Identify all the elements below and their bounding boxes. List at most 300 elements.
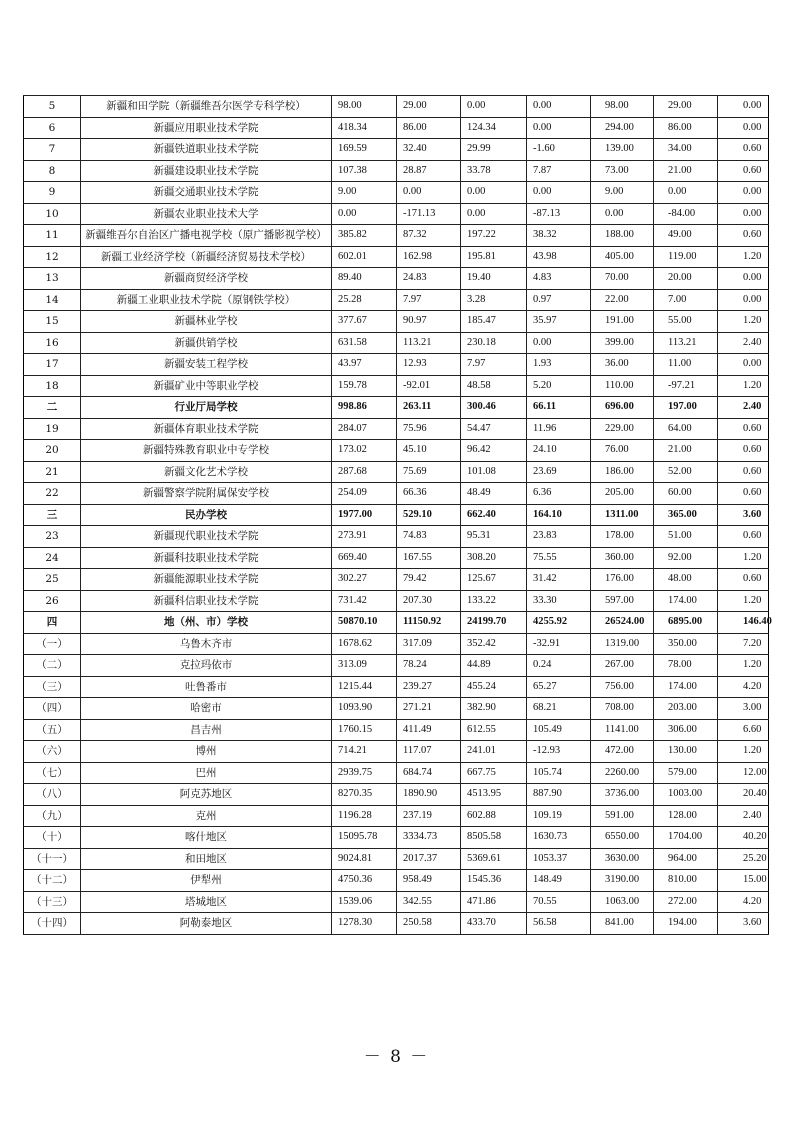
amount-cell-col-4: 164.10 — [527, 504, 591, 526]
amount-cell-col-5: 139.00 — [591, 139, 654, 161]
amount-cell-col-5: 22.00 — [591, 289, 654, 311]
school-name-cell: 民办学校 — [81, 504, 332, 526]
amount-cell-col-4: 24.10 — [527, 440, 591, 462]
school-name-cell: 阿勒泰地区 — [81, 913, 332, 935]
amount-cell-col-1: 1215.44 — [332, 676, 397, 698]
table-row — [24, 139, 769, 161]
amount-cell-col-4: 11.96 — [527, 418, 591, 440]
amount-cell-col-5: 696.00 — [591, 397, 654, 419]
row-number-cell: 三 — [24, 504, 81, 526]
amount-cell-col-2: 2017.37 — [397, 848, 461, 870]
amount-cell-col-3: 352.42 — [461, 633, 527, 655]
amount-cell-col-1: 4750.36 — [332, 870, 397, 892]
amount-cell-col-6: 119.00 — [654, 246, 718, 268]
table-row — [24, 203, 769, 225]
school-name-cell: 伊犁州 — [81, 870, 332, 892]
row-number-cell: 24 — [24, 547, 81, 569]
amount-cell-col-6: 0.00 — [654, 182, 718, 204]
amount-cell-col-7: 0.00 — [718, 289, 769, 311]
school-name-cell: 新疆工业经济学校（新疆经济贸易技术学校） — [81, 246, 332, 268]
amount-cell-col-5: 36.00 — [591, 354, 654, 376]
table-row — [24, 676, 769, 698]
school-name-cell: 新疆科技职业技术学院 — [81, 547, 332, 569]
table-row — [24, 483, 769, 505]
table-row — [24, 332, 769, 354]
amount-cell-col-3: 241.01 — [461, 741, 527, 763]
amount-cell-col-7: 0.60 — [718, 569, 769, 591]
amount-cell-col-6: 51.00 — [654, 526, 718, 548]
amount-cell-col-4: 70.55 — [527, 891, 591, 913]
amount-cell-col-7: 0.60 — [718, 461, 769, 483]
amount-cell-col-3: 29.99 — [461, 139, 527, 161]
amount-cell-col-4: 1053.37 — [527, 848, 591, 870]
amount-cell-col-2: 167.55 — [397, 547, 461, 569]
amount-cell-col-6: 55.00 — [654, 311, 718, 333]
amount-cell-col-5: 26524.00 — [591, 612, 654, 634]
amount-cell-col-3: 667.75 — [461, 762, 527, 784]
table-row — [24, 440, 769, 462]
school-name-cell: 哈密市 — [81, 698, 332, 720]
amount-cell-col-6: 60.00 — [654, 483, 718, 505]
school-name-cell: 新疆体育职业技术学院 — [81, 418, 332, 440]
amount-cell-col-6: 194.00 — [654, 913, 718, 935]
amount-cell-col-3: 662.40 — [461, 504, 527, 526]
table-row — [24, 569, 769, 591]
amount-cell-col-2: -92.01 — [397, 375, 461, 397]
amount-cell-col-7: 20.40 — [718, 784, 769, 806]
school-name-cell: 昌吉州 — [81, 719, 332, 741]
school-name-cell: 新疆安装工程学校 — [81, 354, 332, 376]
amount-cell-col-3: 124.34 — [461, 117, 527, 139]
amount-cell-col-2: 45.10 — [397, 440, 461, 462]
amount-cell-col-7: 12.00 — [718, 762, 769, 784]
amount-cell-col-3: 133.22 — [461, 590, 527, 612]
amount-cell-col-1: 173.02 — [332, 440, 397, 462]
row-number-cell: 7 — [24, 139, 81, 161]
amount-cell-col-4: 43.98 — [527, 246, 591, 268]
amount-cell-col-2: 271.21 — [397, 698, 461, 720]
school-name-cell: 新疆警察学院附属保安学校 — [81, 483, 332, 505]
amount-cell-col-5: 756.00 — [591, 676, 654, 698]
amount-cell-col-4: 33.30 — [527, 590, 591, 612]
table-row — [24, 719, 769, 741]
amount-cell-col-5: 294.00 — [591, 117, 654, 139]
table-row — [24, 354, 769, 376]
amount-cell-col-6: 92.00 — [654, 547, 718, 569]
school-name-cell: 新疆特殊教育职业中专学校 — [81, 440, 332, 462]
amount-cell-col-6: 21.00 — [654, 440, 718, 462]
amount-cell-col-2: 86.00 — [397, 117, 461, 139]
school-name-cell: 新疆现代职业技术学院 — [81, 526, 332, 548]
amount-cell-col-6: 78.00 — [654, 655, 718, 677]
amount-cell-col-3: 433.70 — [461, 913, 527, 935]
row-number-cell: 8 — [24, 160, 81, 182]
amount-cell-col-7: 6.60 — [718, 719, 769, 741]
amount-cell-col-7: 2.40 — [718, 805, 769, 827]
row-number-cell: （十二） — [24, 870, 81, 892]
amount-cell-col-4: 35.97 — [527, 311, 591, 333]
amount-cell-col-2: 28.87 — [397, 160, 461, 182]
amount-cell-col-5: 3630.00 — [591, 848, 654, 870]
amount-cell-col-2: 263.11 — [397, 397, 461, 419]
school-name-cell: 新疆供销学校 — [81, 332, 332, 354]
amount-cell-col-1: 669.40 — [332, 547, 397, 569]
amount-cell-col-3: 300.46 — [461, 397, 527, 419]
amount-cell-col-4: -87.13 — [527, 203, 591, 225]
row-number-cell: 21 — [24, 461, 81, 483]
amount-cell-col-3: 54.47 — [461, 418, 527, 440]
amount-cell-col-6: 174.00 — [654, 590, 718, 612]
school-name-cell: 克州 — [81, 805, 332, 827]
amount-cell-col-5: 9.00 — [591, 182, 654, 204]
amount-cell-col-6: -97.21 — [654, 375, 718, 397]
amount-cell-col-7: 0.60 — [718, 225, 769, 247]
amount-cell-col-7: 0.60 — [718, 418, 769, 440]
amount-cell-col-7: 0.60 — [718, 160, 769, 182]
school-name-cell: 和田地区 — [81, 848, 332, 870]
school-name-cell: 克拉玛依市 — [81, 655, 332, 677]
amount-cell-col-5: 1141.00 — [591, 719, 654, 741]
amount-cell-col-5: 6550.00 — [591, 827, 654, 849]
amount-cell-col-2: 113.21 — [397, 332, 461, 354]
school-name-cell: 新疆文化艺术学校 — [81, 461, 332, 483]
amount-cell-col-1: 2939.75 — [332, 762, 397, 784]
amount-cell-col-7: 1.20 — [718, 246, 769, 268]
amount-cell-col-5: 229.00 — [591, 418, 654, 440]
amount-cell-col-2: 66.36 — [397, 483, 461, 505]
amount-cell-col-3: 308.20 — [461, 547, 527, 569]
school-name-cell: 乌鲁木齐市 — [81, 633, 332, 655]
school-name-cell: 地（州、市）学校 — [81, 612, 332, 634]
amount-cell-col-5: 405.00 — [591, 246, 654, 268]
row-number-cell: （十一） — [24, 848, 81, 870]
amount-cell-col-1: 9024.81 — [332, 848, 397, 870]
amount-cell-col-6: 11.00 — [654, 354, 718, 376]
amount-cell-col-1: 8270.35 — [332, 784, 397, 806]
table-row — [24, 418, 769, 440]
amount-cell-col-3: 7.97 — [461, 354, 527, 376]
amount-cell-col-5: 98.00 — [591, 96, 654, 118]
table-row — [24, 891, 769, 913]
amount-cell-col-6: 272.00 — [654, 891, 718, 913]
school-name-cell: 新疆应用职业技术学院 — [81, 117, 332, 139]
school-name-cell: 阿克苏地区 — [81, 784, 332, 806]
amount-cell-col-5: 841.00 — [591, 913, 654, 935]
amount-cell-col-6: 86.00 — [654, 117, 718, 139]
amount-cell-col-5: 186.00 — [591, 461, 654, 483]
table-row — [24, 698, 769, 720]
table-row — [24, 246, 769, 268]
row-number-cell: 二 — [24, 397, 81, 419]
table-row — [24, 375, 769, 397]
table-row — [24, 526, 769, 548]
amount-cell-col-4: 68.21 — [527, 698, 591, 720]
amount-cell-col-5: 205.00 — [591, 483, 654, 505]
amount-cell-col-5: 597.00 — [591, 590, 654, 612]
amount-cell-col-4: 105.49 — [527, 719, 591, 741]
row-number-cell: 20 — [24, 440, 81, 462]
amount-cell-col-2: 684.74 — [397, 762, 461, 784]
amount-cell-col-2: 342.55 — [397, 891, 461, 913]
amount-cell-col-5: 399.00 — [591, 332, 654, 354]
amount-cell-col-5: 176.00 — [591, 569, 654, 591]
amount-cell-col-5: 70.00 — [591, 268, 654, 290]
table-row — [24, 655, 769, 677]
amount-cell-col-1: 50870.10 — [332, 612, 397, 634]
amount-cell-col-2: 11150.92 — [397, 612, 461, 634]
amount-cell-col-7: 1.20 — [718, 311, 769, 333]
amount-cell-col-4: 0.00 — [527, 96, 591, 118]
amount-cell-col-1: 89.40 — [332, 268, 397, 290]
amount-cell-col-7: 4.20 — [718, 676, 769, 698]
table-subtotal-row — [24, 504, 769, 526]
table-row — [24, 311, 769, 333]
amount-cell-col-7: 146.40 — [718, 612, 769, 634]
amount-cell-col-5: 267.00 — [591, 655, 654, 677]
funding-table — [23, 95, 772, 935]
amount-cell-col-2: 78.24 — [397, 655, 461, 677]
table-row — [24, 741, 769, 763]
amount-cell-col-1: 631.58 — [332, 332, 397, 354]
row-number-cell: 15 — [24, 311, 81, 333]
amount-cell-col-5: 188.00 — [591, 225, 654, 247]
amount-cell-col-3: 0.00 — [461, 96, 527, 118]
amount-cell-col-1: 1760.15 — [332, 719, 397, 741]
school-name-cell: 塔城地区 — [81, 891, 332, 913]
amount-cell-col-6: 197.00 — [654, 397, 718, 419]
amount-cell-col-3: 3.28 — [461, 289, 527, 311]
amount-cell-col-4: 6.36 — [527, 483, 591, 505]
amount-cell-col-2: 0.00 — [397, 182, 461, 204]
row-number-cell: （五） — [24, 719, 81, 741]
amount-cell-col-7: 0.60 — [718, 139, 769, 161]
amount-cell-col-6: 52.00 — [654, 461, 718, 483]
amount-cell-col-7: 1.20 — [718, 590, 769, 612]
row-number-cell: 12 — [24, 246, 81, 268]
amount-cell-col-2: 87.32 — [397, 225, 461, 247]
amount-cell-col-1: 1278.30 — [332, 913, 397, 935]
school-name-cell: 新疆科信职业技术学院 — [81, 590, 332, 612]
amount-cell-col-3: 382.90 — [461, 698, 527, 720]
amount-cell-col-6: 113.21 — [654, 332, 718, 354]
amount-cell-col-7: 1.20 — [718, 547, 769, 569]
row-number-cell: （七） — [24, 762, 81, 784]
amount-cell-col-7: 3.60 — [718, 913, 769, 935]
amount-cell-col-7: 0.60 — [718, 483, 769, 505]
amount-cell-col-4: 109.19 — [527, 805, 591, 827]
amount-cell-col-7: 1.20 — [718, 375, 769, 397]
amount-cell-col-4: 66.11 — [527, 397, 591, 419]
amount-cell-col-7: 0.00 — [718, 117, 769, 139]
school-name-cell: 新疆铁道职业技术学院 — [81, 139, 332, 161]
amount-cell-col-2: 75.96 — [397, 418, 461, 440]
table-row — [24, 225, 769, 247]
amount-cell-col-4: 148.49 — [527, 870, 591, 892]
amount-cell-col-7: 0.00 — [718, 96, 769, 118]
amount-cell-col-7: 25.20 — [718, 848, 769, 870]
amount-cell-col-5: 591.00 — [591, 805, 654, 827]
amount-cell-col-3: 602.88 — [461, 805, 527, 827]
amount-cell-col-4: 0.00 — [527, 182, 591, 204]
row-number-cell: （十） — [24, 827, 81, 849]
amount-cell-col-3: 612.55 — [461, 719, 527, 741]
amount-cell-col-4: 1630.73 — [527, 827, 591, 849]
table-row — [24, 96, 769, 118]
amount-cell-col-1: 1539.06 — [332, 891, 397, 913]
amount-cell-col-2: 411.49 — [397, 719, 461, 741]
table-row — [24, 289, 769, 311]
amount-cell-col-3: 1545.36 — [461, 870, 527, 892]
table-subtotal-row — [24, 397, 769, 419]
amount-cell-col-6: 1003.00 — [654, 784, 718, 806]
table-row — [24, 547, 769, 569]
amount-cell-col-1: 159.78 — [332, 375, 397, 397]
amount-cell-col-4: 23.83 — [527, 526, 591, 548]
amount-cell-col-6: -84.00 — [654, 203, 718, 225]
row-number-cell: （四） — [24, 698, 81, 720]
amount-cell-col-2: 12.93 — [397, 354, 461, 376]
amount-cell-col-1: 385.82 — [332, 225, 397, 247]
amount-cell-col-2: 207.30 — [397, 590, 461, 612]
table-row — [24, 870, 769, 892]
amount-cell-col-4: 105.74 — [527, 762, 591, 784]
row-number-cell: （六） — [24, 741, 81, 763]
amount-cell-col-2: 29.00 — [397, 96, 461, 118]
row-number-cell: （八） — [24, 784, 81, 806]
row-number-cell: （九） — [24, 805, 81, 827]
amount-cell-col-4: 75.55 — [527, 547, 591, 569]
amount-cell-col-3: 19.40 — [461, 268, 527, 290]
amount-cell-col-6: 579.00 — [654, 762, 718, 784]
amount-cell-col-1: 15095.78 — [332, 827, 397, 849]
amount-cell-col-1: 418.34 — [332, 117, 397, 139]
amount-cell-col-3: 48.58 — [461, 375, 527, 397]
amount-cell-col-7: 0.00 — [718, 268, 769, 290]
school-name-cell: 博州 — [81, 741, 332, 763]
row-number-cell: 22 — [24, 483, 81, 505]
school-name-cell: 新疆维吾尔自治区广播电视学校（原广播影视学校） — [81, 225, 332, 247]
amount-cell-col-2: 117.07 — [397, 741, 461, 763]
amount-cell-col-6: 48.00 — [654, 569, 718, 591]
amount-cell-col-3: 125.67 — [461, 569, 527, 591]
amount-cell-col-7: 0.00 — [718, 182, 769, 204]
row-number-cell: 6 — [24, 117, 81, 139]
amount-cell-col-6: 810.00 — [654, 870, 718, 892]
amount-cell-col-2: 162.98 — [397, 246, 461, 268]
amount-cell-col-4: 5.20 — [527, 375, 591, 397]
amount-cell-col-1: 25.28 — [332, 289, 397, 311]
school-name-cell: 新疆能源职业技术学院 — [81, 569, 332, 591]
amount-cell-col-5: 2260.00 — [591, 762, 654, 784]
table-body — [24, 96, 772, 935]
amount-cell-col-3: 230.18 — [461, 332, 527, 354]
amount-cell-col-3: 471.86 — [461, 891, 527, 913]
school-name-cell: 喀什地区 — [81, 827, 332, 849]
row-number-cell: （三） — [24, 676, 81, 698]
amount-cell-col-1: 998.86 — [332, 397, 397, 419]
row-number-cell: 四 — [24, 612, 81, 634]
amount-cell-col-5: 76.00 — [591, 440, 654, 462]
amount-cell-col-5: 472.00 — [591, 741, 654, 763]
amount-cell-col-4: 65.27 — [527, 676, 591, 698]
amount-cell-col-3: 101.08 — [461, 461, 527, 483]
table-row — [24, 784, 769, 806]
amount-cell-col-2: 90.97 — [397, 311, 461, 333]
table-row — [24, 805, 769, 827]
amount-cell-col-7: 4.20 — [718, 891, 769, 913]
amount-cell-col-4: 4255.92 — [527, 612, 591, 634]
amount-cell-col-2: 1890.90 — [397, 784, 461, 806]
amount-cell-col-2: -171.13 — [397, 203, 461, 225]
amount-cell-col-4: 23.69 — [527, 461, 591, 483]
amount-cell-col-2: 239.27 — [397, 676, 461, 698]
amount-cell-col-6: 130.00 — [654, 741, 718, 763]
row-number-cell: 17 — [24, 354, 81, 376]
amount-cell-col-6: 365.00 — [654, 504, 718, 526]
amount-cell-col-1: 302.27 — [332, 569, 397, 591]
table-row — [24, 117, 769, 139]
amount-cell-col-5: 110.00 — [591, 375, 654, 397]
amount-cell-col-6: 6895.00 — [654, 612, 718, 634]
amount-cell-col-4: 0.97 — [527, 289, 591, 311]
row-number-cell: （一） — [24, 633, 81, 655]
row-number-cell: 16 — [24, 332, 81, 354]
amount-cell-col-1: 98.00 — [332, 96, 397, 118]
amount-cell-col-1: 1977.00 — [332, 504, 397, 526]
school-name-cell: 巴州 — [81, 762, 332, 784]
amount-cell-col-1: 1196.28 — [332, 805, 397, 827]
amount-cell-col-4: 0.00 — [527, 332, 591, 354]
amount-cell-col-6: 21.00 — [654, 160, 718, 182]
amount-cell-col-7: 2.40 — [718, 397, 769, 419]
row-number-cell: 11 — [24, 225, 81, 247]
row-number-cell: 18 — [24, 375, 81, 397]
row-number-cell: 14 — [24, 289, 81, 311]
school-name-cell: 新疆商贸经济学校 — [81, 268, 332, 290]
row-number-cell: 25 — [24, 569, 81, 591]
amount-cell-col-6: 203.00 — [654, 698, 718, 720]
amount-cell-col-3: 185.47 — [461, 311, 527, 333]
amount-cell-col-3: 4513.95 — [461, 784, 527, 806]
amount-cell-col-1: 9.00 — [332, 182, 397, 204]
amount-cell-col-3: 5369.61 — [461, 848, 527, 870]
amount-cell-col-7: 15.00 — [718, 870, 769, 892]
table-row — [24, 633, 769, 655]
amount-cell-col-1: 377.67 — [332, 311, 397, 333]
amount-cell-col-7: 0.00 — [718, 203, 769, 225]
table-row — [24, 827, 769, 849]
amount-cell-col-7: 3.60 — [718, 504, 769, 526]
amount-cell-col-5: 1311.00 — [591, 504, 654, 526]
row-number-cell: 9 — [24, 182, 81, 204]
amount-cell-col-5: 0.00 — [591, 203, 654, 225]
amount-cell-col-7: 1.20 — [718, 655, 769, 677]
amount-cell-col-6: 306.00 — [654, 719, 718, 741]
amount-cell-col-7: 2.40 — [718, 332, 769, 354]
amount-cell-col-6: 128.00 — [654, 805, 718, 827]
amount-cell-col-3: 195.81 — [461, 246, 527, 268]
amount-cell-col-7: 7.20 — [718, 633, 769, 655]
school-name-cell: 新疆农业职业技术大学 — [81, 203, 332, 225]
amount-cell-col-6: 49.00 — [654, 225, 718, 247]
amount-cell-col-3: 8505.58 — [461, 827, 527, 849]
amount-cell-col-1: 731.42 — [332, 590, 397, 612]
table-row — [24, 762, 769, 784]
amount-cell-col-5: 73.00 — [591, 160, 654, 182]
amount-cell-col-4: 0.00 — [527, 117, 591, 139]
amount-cell-col-1: 1678.62 — [332, 633, 397, 655]
amount-cell-col-1: 284.07 — [332, 418, 397, 440]
